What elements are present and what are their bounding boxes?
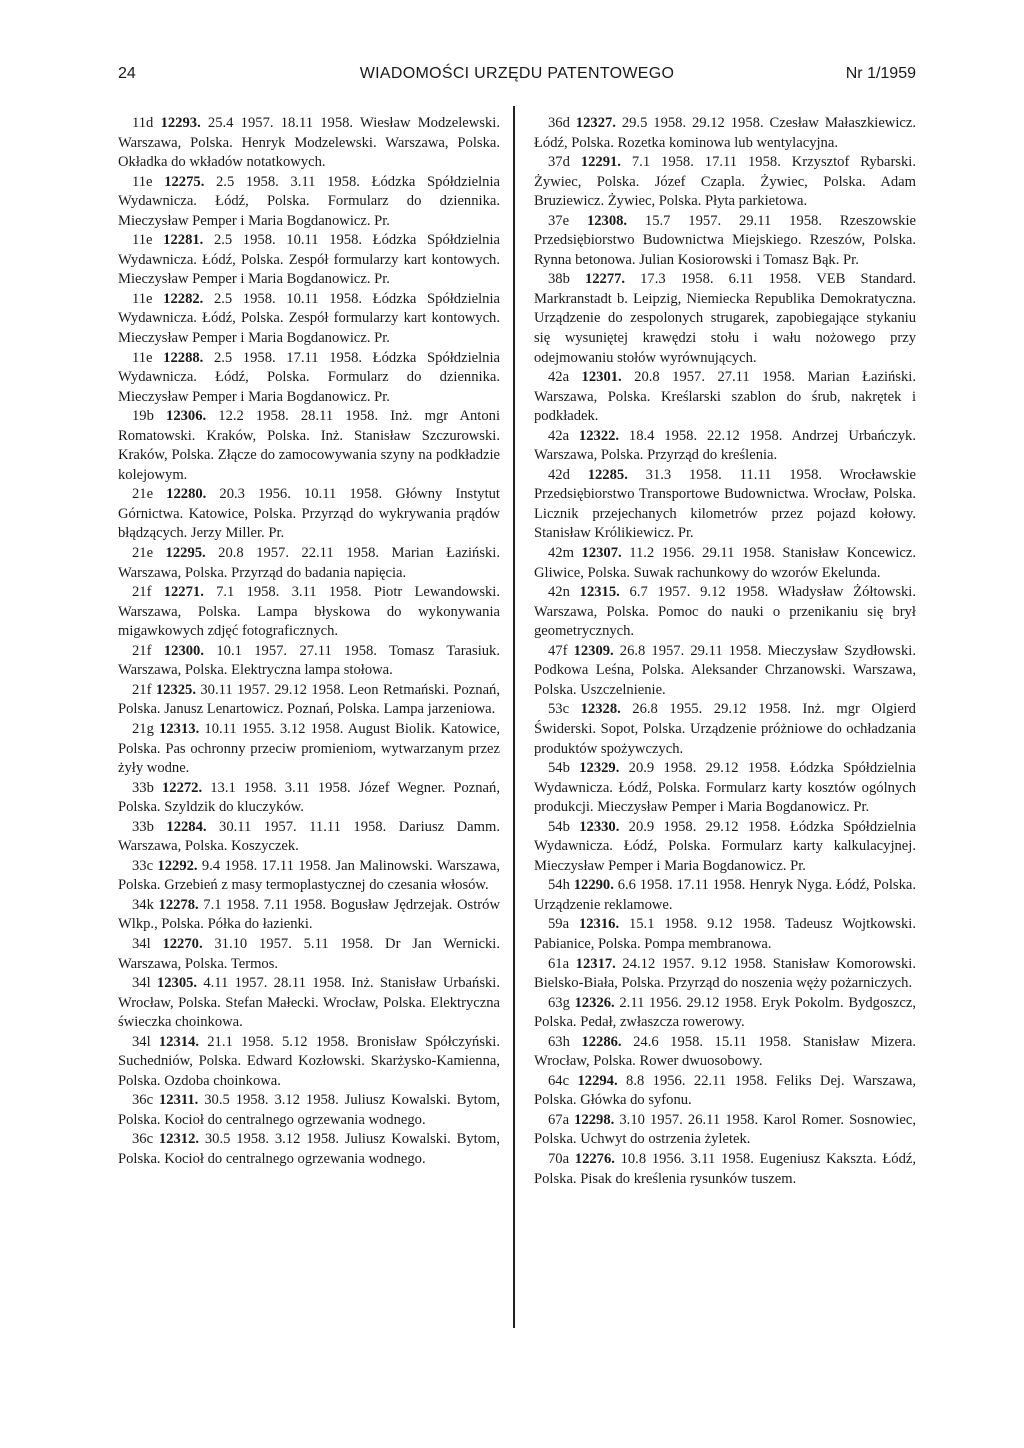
patent-number: 12282. [163,290,204,307]
page-header [118,63,916,89]
page-number: 24 [118,65,136,82]
patent-details: 29.5 1958. 29.12 1958. Czesław Małaszkiewicz. Łódź, Polska. Rozetka kominowa lub wentylacyjna. [534,115,916,151]
patent-class: 53c [548,701,570,718]
patent-entry [534,915,916,954]
patent-details: 2.5 1958. 10.11 1958. Łódzka Spółdzielnia Wydawnicza. Łódź, Polska. Zespół formularzy kart kontowych. Mieczysław Pemper i Maria Bogdanowicz. Pr. [118,290,500,347]
patent-entry [534,153,916,212]
patent-number: 12275. [164,173,205,190]
patent-class: 63h [548,1033,570,1050]
patent-details: 15.7 1957. 29.11 1958. Rzeszowskie Przedsiębiorstwo Budownictwa Miejskiego. Rzeszów, Polska. Rynna betonowa. Julian Kosiorowski i Tomasz Bąk. Pr. [534,212,917,268]
patent-entry [118,818,500,857]
patent-entry [118,720,500,779]
patent-details: 2.5 1958. 17.11 1958. Łódzka Spółdzielnia Wydawnicza. Łódź, Polska. Formularz do dziennika. Mieczysław Pemper i Maria Bogdanowicz. Pr. [118,349,500,405]
patent-number: 12291. [580,154,621,171]
patent-entry [534,114,916,153]
patent-class: 42d [548,466,570,483]
patent-number: 12278. [158,896,199,913]
patent-number: 12281. [163,232,204,249]
patent-class: 21e [132,545,154,562]
patent-entry [118,544,500,583]
patent-number: 12284. [166,818,207,835]
patent-details: 18.4 1958. 22.12 1958. Andrzej Urbańczyk. Warszawa, Polska. Przyrząd do kreślenia. [534,427,916,464]
patent-details: 8.8 1956. 22.11 1958. Feliks Dej. Warszawa, Polska. Główka do syfonu. [534,1072,916,1109]
patent-class: 11e [132,349,153,366]
patent-details: 2.11 1956. 29.12 1958. Eryk Pokolm. Bydgoszcz, Polska. Pedał, zwłaszcza rowerowy. [534,994,916,1031]
patent-entry [118,231,500,290]
column-divider [513,106,515,1328]
patent-class: 38b [548,271,570,288]
patent-entry [534,700,916,759]
patent-number: 12301. [581,369,622,386]
patent-details: 13.1 1958. 3.11 1958. Józef Wegner. Poznań, Polska. Szyldzik do kluczyków. [118,779,500,816]
patent-class: 11e [132,173,153,190]
patent-entry [118,1130,500,1169]
patent-class: 54b [548,818,570,835]
patent-number: 12330. [579,818,620,835]
patent-entry [118,583,500,642]
patent-number: 12309. [573,642,614,659]
patent-number: 12294. [577,1072,618,1089]
patent-number: 12305. [156,975,198,992]
patent-class: 70a [548,1150,570,1167]
patent-class: 34l [132,975,151,992]
patent-details: 10.1 1957. 27.11 1958. Tomasz Tarasiuk. Warszawa, Polska. Elektryczna lampa stołowa. [118,642,501,679]
patent-entry [118,407,500,485]
patent-entry [534,1072,916,1111]
patent-number: 12292. [157,857,198,874]
patent-entry [118,290,500,349]
patent-details: 4.11 1957. 28.11 1958. Inż. Stanisław Urbański. Wrocław, Polska. Stefan Małecki. Wrocław, Polska. Elektryczna świeczka choinkowa. [118,975,500,1031]
patent-details: 10.8 1956. 3.11 1958. Eugeniusz Kaksztа. Łódź, Polska. Pisak do kreślenia rysunków tuszem. [534,1150,916,1187]
patent-details: 26.8 1957. 29.11 1958. Mieczysław Szydłowski. Podkowa Leśna, Polska. Aleksander Chrzanowski. Warszawa, Polska. Uszczelnienie. [534,642,916,698]
patent-number: 12286. [581,1033,622,1050]
patent-number: 12285. [587,466,628,483]
patent-class: 34k [132,896,154,913]
patent-details: 24.6 1958. 15.11 1958. Stanisław Mizera. Wrocław, Polska. Rower dwuosobowy. [534,1033,916,1070]
patent-entry [118,857,500,896]
patent-details: 21.1 1958. 5.12 1958. Bronisław Spółczyński. Suchedniów, Polska. Edward Kozłowski. Skarżysko-Kamienna, Polska. Ozdoba choinkowa. [118,1033,500,1089]
patent-number: 12317. [575,955,616,972]
patent-details: 30.5 1958. 3.12 1958. Juliusz Kowalski. Bytom, Polska. Kocioł do centralnego ogrzewania wodnego. [118,1092,500,1128]
patent-entry [534,955,916,994]
patent-entry [534,1111,916,1150]
patent-details: 17.3 1958. 6.11 1958. VEB Standard. Markranstadt b. Leipzig, Niemiecka Republika Demokratyczna. Urządzenie do zespolonych strugarek, zapobiegające stykaniu się wysuniętej krawędzi stołu i wału nożowego przy odejmowaniu stołów wyrównujących. [534,271,916,366]
patent-entry [118,349,500,408]
patent-entry [118,642,500,681]
patent-entry [534,583,916,642]
patent-class: 64c [548,1072,570,1089]
patent-entry [534,876,916,915]
patent-details: 11.2 1956. 29.11 1958. Stanisław Koncewicz. Gliwice, Polska. Suwak rachunkowy do wzorów Ekelunda. [534,545,916,581]
patent-class: 34l [132,1033,151,1050]
patent-number: 12329. [579,760,620,777]
patent-number: 12280. [166,486,207,503]
patent-details: 2.5 1958. 10.11 1958. Łódzka Spółdzielnia Wydawnicza. Łódź, Polska. Zespół formularzy kart kontowych. Mieczysław Pemper i Maria Bogdanowicz. Pr. [118,232,500,288]
patent-entry [118,1033,500,1092]
patent-class: 36d [548,115,570,131]
patent-entry [534,1033,916,1072]
patent-entry [118,1091,500,1130]
patent-class: 21f [132,681,152,698]
patent-entry [534,427,916,466]
patent-number: 12312. [158,1131,200,1148]
patent-number: 12325. [155,681,196,698]
patent-class: 33b [132,818,154,835]
patent-number: 12288. [163,349,204,366]
patent-class: 42a [548,369,570,386]
patent-number: 12311. [159,1092,199,1109]
patent-details: 31.3 1958. 11.11 1958. Wrocławskie Przedsiębiorstwo Transportowe Budownictwa. Wrocław, Polska. Licznik przejechanych kilometrów przez pojazd kołowy. Stanisław Królikiewicz. Pr. [534,466,916,542]
patent-number: 12276. [574,1150,615,1167]
patent-entry [534,818,916,877]
patent-class: 36c [132,1131,154,1148]
patent-number: 12315. [579,584,620,601]
patent-entry [118,173,500,232]
patent-number: 12300. [163,642,204,659]
patent-number: 12295. [165,545,206,562]
patent-details: 3.10 1957. 26.11 1958. Karol Romer. Sosnowiec, Polska. Uchwyt do ostrzenia żyletek. [534,1111,916,1148]
patent-number: 12270. [162,935,203,952]
patent-number: 12290. [573,877,614,894]
patent-entry [118,681,500,720]
patent-class: 33b [132,779,154,796]
patent-details: 26.8 1955. 29.12 1958. Inż. mgr Olgierd Świderski. Sopot, Polska. Urządzenie próżniowe do ochładzania produktów spożywczych. [534,701,916,757]
patent-entry [534,1150,916,1189]
patent-class: 11e [132,290,153,307]
patent-class: 47f [548,642,568,659]
patent-entry [534,994,916,1033]
patent-entry [118,896,500,935]
patent-details: 6.6 1958. 17.11 1958. Henryk Nyga. Łódź, Polska. Urządzenie reklamowe. [534,877,916,913]
patent-entry [534,642,916,701]
patent-entry [118,114,500,173]
patent-number: 12308. [586,212,628,229]
patent-details: 31.10 1957. 5.11 1958. Dr Jan Wernicki. Warszawa, Polska. Termos. [118,935,500,972]
patent-class: 63g [548,994,570,1011]
patent-number: 12271. [163,584,204,601]
patent-number: 12326. [574,994,615,1011]
patent-number: 12327. [575,115,616,131]
patent-number: 12293. [160,115,201,131]
patent-entry [534,466,916,544]
patent-number: 12313. [159,720,200,737]
patent-class: 36c [132,1092,154,1109]
patent-entry [118,779,500,818]
patent-details: 9.4 1958. 17.11 1958. Jan Malinowski. Warszawa, Polska. Grzebień z masy termoplastycznej do czesania włosów. [118,857,500,894]
patent-class: 54h [548,877,570,894]
patent-entry [118,935,500,974]
patent-details: 7.1 1958. 3.11 1958. Piotr Lewandowski. Warszawa, Polska. Lampa błyskowa do wykonywania migawkowych zdjęć fotograficznych. [118,584,501,640]
patent-details: 30.11 1957. 11.11 1958. Dariusz Damm. Warszawa, Polska. Koszyczek. [118,818,500,855]
patent-details: 20.8 1957. 27.11 1958. Marian Łaziński. Warszawa, Polska. Kreślarski szablon do śrub, nakrętek i podkładek. [534,369,916,425]
patent-details: 2.5 1958. 3.11 1958. Łódzka Spółdzielnia Wydawnicza. Łódź, Polska. Formularz do dziennika. Mieczysław Pemper i Maria Bogdanowicz. Pr. [118,173,500,229]
patent-details: 20.3 1956. 10.11 1958. Główny Instytut Górnictwa. Katowice, Polska. Przyrząd do wykrywania prądów błądzących. Jerzy Miller. Pr. [118,486,500,542]
patent-class: 33c [132,857,154,874]
patent-class: 37d [548,154,570,171]
patent-number: 12277. [584,271,626,288]
patent-class: 37e [548,212,570,229]
patent-number: 12272. [161,779,203,796]
patent-class: 21f [132,584,152,601]
patent-details: 7.1 1958. 17.11 1958. Krzysztof Rybarski. Żywiec, Polska. Józef Czapla. Żywiec, Polska. Adam Bruziewicz. Żywiec, Polska. Płyta parkietowa. [534,154,916,210]
right-column [534,114,916,1189]
patent-details: 20.8 1957. 22.11 1958. Marian Łaziński. Warszawa, Polska. Przyrząd do badania napięcia. [118,545,500,581]
patent-class: 67a [548,1111,570,1128]
patent-entry [118,974,500,1033]
patent-class: 34l [132,935,151,952]
patent-entry [534,212,916,271]
patent-class: 42m [548,545,574,562]
patent-class: 59a [548,916,570,933]
issue-number: Nr 1/1959 [845,65,916,82]
patent-entry [534,759,916,818]
patent-details: 30.11 1957. 29.12 1958. Leon Retmański. Poznań, Polska. Janusz Lenartowicz. Poznań, Polska. Lampa jarzeniowa. [118,681,500,718]
patent-number: 12306. [166,408,207,425]
patent-entry [534,368,916,427]
patent-class: 11e [132,232,153,249]
patent-details: 6.7 1957. 9.12 1958. Władysław Żółtowski. Warszawa, Polska. Pomoc do nauki o przenikaniu się brył geometrycznych. [534,584,916,640]
journal-title: WIADOMOŚCI URZĘDU PATENTOWEGO [359,65,675,82]
patent-class: 21e [132,486,154,503]
patent-number: 12314. [158,1033,200,1050]
patent-class: 21f [132,642,152,659]
patent-number: 12316. [578,916,620,933]
patent-class: 21g [132,720,154,737]
patent-number: 12307. [581,545,622,562]
patent-entry [534,270,916,368]
patent-details: 12.2 1958. 28.11 1958. Inż. mgr Antoni Romatowski. Kraków, Polska. Inż. Stanisław Szczurowski. Kraków, Polska. Złącze do zamocowywania szyny na podkładzie kolejowym. [118,408,500,483]
patent-number: 12298. [574,1111,615,1128]
patent-class: 11d [132,115,154,131]
patent-details: 10.11 1955. 3.12 1958. August Biolik. Katowice, Polska. Pas ochronny przeciw promieniom, wytwarzanym przez żyły wodne. [118,720,501,777]
patent-details: 24.12 1957. 9.12 1958. Stanisław Komorowski. Bielsko-Biała, Polska. Przyrząd do noszenia węży pożarniczych. [534,955,916,992]
left-column [118,114,500,1170]
patent-class: 42n [548,584,570,601]
patent-details: 7.1 1958. 7.11 1958. Bogusław Jędrzejak. Ostrów Wlkp., Polska. Półka do łazienki. [118,896,500,933]
patent-class: 42a [548,427,570,444]
patent-entry [118,485,500,544]
patent-details: 15.1 1958. 9.12 1958. Tadeusz Wojtkowski. Pabianice, Polska. Pompa membranowa. [534,916,916,952]
patent-entry [534,544,916,583]
patent-class: 19b [132,408,154,425]
patent-number: 12328. [580,701,621,718]
patent-class: 61a [548,955,570,972]
patent-details: 20.9 1958. 29.12 1958. Łódzka Spółdzielnia Wydawnicza. Łódź, Polska. Formularz karty kalkulacyjnej. Mieczysław Pemper i Maria Bogdanowicz. Pr. [534,818,917,874]
patent-number: 12322. [578,427,620,444]
patent-details: 25.4 1957. 18.11 1958. Wiesław Modzelewski. Warszawa, Polska. Henryk Modzelewski. Warszawa, Polska. Okładka do wkładów notatkowych. [118,115,500,171]
patent-class: 54b [548,760,570,777]
patent-details: 20.9 1958. 29.12 1958. Łódzka Spółdzielnia Wydawnicza. Łódź, Polska. Formularz karty kosztów ogólnych produkcji. Mieczysław Pemper i Maria Bogdanowicz. Pr. [534,760,917,816]
patent-details: 30.5 1958. 3.12 1958. Juliusz Kowalski. Bytom, Polska. Kocioł do centralnego ogrzewania wodnego. [118,1131,501,1167]
